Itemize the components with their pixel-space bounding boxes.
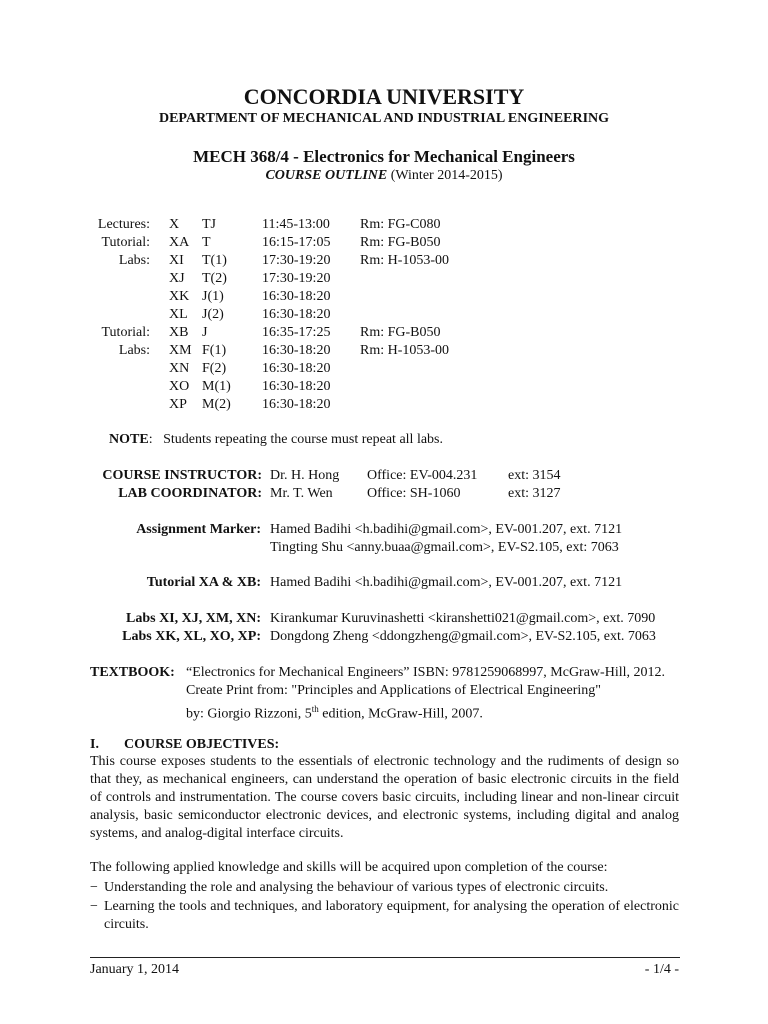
schedule-day: T(2) bbox=[202, 271, 227, 286]
coordinator-office: Office: SH-1060 bbox=[367, 486, 461, 501]
labs-ta-1: Kirankumar Kuruvinashetti <kiranshetti021@gmail.com>, ext. 7090 bbox=[270, 611, 656, 626]
assignment-marker-1: Hamed Badihi <h.badihi@gmail.com>, EV-001.207, ext. 7121 bbox=[270, 522, 623, 537]
schedule-day: T bbox=[202, 235, 211, 250]
outline-label: COURSE OUTLINE bbox=[265, 168, 388, 183]
schedule-time: 11:45-13:00 bbox=[262, 217, 330, 232]
schedule-day: TJ bbox=[202, 217, 216, 232]
outline-term: (Winter 2014-2015) bbox=[387, 168, 503, 183]
assignment-marker-label: Assignment Marker: bbox=[136, 522, 261, 537]
footer-date: January 1, 2014 bbox=[90, 962, 180, 977]
schedule-time: 17:30-19:20 bbox=[262, 271, 331, 286]
university-title: CONCORDIA UNIVERSITY bbox=[243, 84, 525, 109]
list-item-text: Understanding the role and analysing the behaviour of various types of electronic circuits. bbox=[104, 880, 609, 895]
schedule-label: Labs: bbox=[118, 253, 150, 268]
instructor-label: COURSE INSTRUCTOR: bbox=[102, 468, 262, 483]
section-heading: COURSE OBJECTIVES: bbox=[124, 737, 280, 752]
schedule-room: Rm: H-1053-00 bbox=[360, 253, 450, 268]
tutorial-ta: Hamed Badihi <h.badihi@gmail.com>, EV-001.207, ext. 7121 bbox=[270, 575, 623, 590]
labs-ta-label-2: Labs XK, XL, XO, XP: bbox=[122, 629, 261, 644]
schedule-label: Tutorial: bbox=[101, 235, 150, 250]
schedule-time: 17:30-19:20 bbox=[262, 253, 331, 268]
coordinator-ext: ext: 3127 bbox=[508, 486, 561, 501]
schedule-room: Rm: FG-C080 bbox=[360, 217, 441, 232]
bullet-dash: − bbox=[90, 880, 98, 895]
schedule-day: F(2) bbox=[202, 361, 227, 376]
instructor-office: Office: EV-004.231 bbox=[367, 468, 478, 483]
textbook-edition-sup: th bbox=[311, 704, 319, 714]
coordinator-label: LAB COORDINATOR: bbox=[118, 486, 262, 501]
schedule-time: 16:35-17:25 bbox=[262, 325, 331, 340]
schedule-section: XB bbox=[169, 325, 189, 340]
schedule-time: 16:30-18:20 bbox=[262, 361, 331, 376]
schedule-section: XO bbox=[169, 379, 190, 394]
schedule-section: XL bbox=[169, 307, 188, 322]
bullet-dash: − bbox=[90, 899, 98, 914]
schedule-room: Rm: FG-B050 bbox=[360, 235, 441, 250]
schedule-time: 16:30-18:20 bbox=[262, 343, 331, 358]
labs-ta-2: Dongdong Zheng <ddongzheng@gmail.com>, EV-S2.105, ext. 7063 bbox=[270, 629, 656, 644]
labs-ta-label-1: Labs XI, XJ, XM, XN: bbox=[126, 611, 261, 626]
schedule-section: X bbox=[169, 217, 180, 232]
schedule-section: XP bbox=[169, 397, 187, 412]
assignment-marker-2: Tingting Shu <anny.buaa@gmail.com>, EV-S2.105, ext: 7063 bbox=[270, 540, 619, 555]
textbook-author: by: Giorgio Rizzoni, 5 bbox=[186, 706, 312, 722]
section-number: I. bbox=[90, 737, 99, 752]
note-text: Students repeating the course must repeat all labs. bbox=[163, 432, 443, 447]
schedule-time: 16:30-18:20 bbox=[262, 307, 331, 322]
list-item-text: Learning the tools and techniques, and laboratory equipment, for analysing the operation of electronic circuits. bbox=[104, 899, 679, 932]
schedule-time: 16:30-18:20 bbox=[262, 379, 331, 394]
skills-intro: The following applied knowledge and skills will be acquired upon completion of the course: bbox=[90, 860, 608, 875]
schedule-label: Tutorial: bbox=[101, 325, 150, 340]
schedule-room: Rm: H-1053-00 bbox=[360, 343, 450, 358]
textbook-line-1: “Electronics for Mechanical Engineers” ISBN: 9781259068997, McGraw-Hill, 2012. bbox=[186, 665, 665, 680]
footer-page-number: - 1/4 - bbox=[644, 962, 679, 977]
schedule-label: Lectures: bbox=[97, 217, 150, 232]
textbook-line-2: Create Print from: "Principles and Applications of Electrical Engineering" bbox=[186, 683, 601, 698]
schedule-day: J(1) bbox=[202, 289, 224, 304]
schedule-section: XJ bbox=[169, 271, 185, 286]
textbook-line-3 bbox=[186, 700, 483, 724]
schedule-day: J bbox=[202, 325, 208, 340]
schedule-room: Rm: FG-B050 bbox=[360, 325, 441, 340]
course-outline-subtitle bbox=[0, 167, 768, 185]
department-title: DEPARTMENT OF MECHANICAL AND INDUSTRIAL ENGINEERING bbox=[158, 111, 610, 126]
schedule-section: XN bbox=[169, 361, 190, 376]
schedule-time: 16:30-18:20 bbox=[262, 397, 331, 412]
tutorial-ta-label: Tutorial XA & XB: bbox=[146, 575, 261, 590]
note-label: NOTE bbox=[109, 432, 149, 447]
course-title: MECH 368/4 - Electronics for Mechanical Engineers bbox=[193, 147, 575, 166]
list-item bbox=[90, 898, 679, 934]
schedule-day: M(2) bbox=[202, 397, 231, 412]
note-line: NOTE: Students repeating the course must repeat all labs. bbox=[109, 432, 443, 447]
schedule-time: 16:30-18:20 bbox=[262, 289, 331, 304]
schedule-section: XK bbox=[169, 289, 190, 304]
instructor-ext: ext: 3154 bbox=[508, 468, 561, 483]
instructor-name: Dr. H. Hong bbox=[270, 468, 340, 483]
list-item bbox=[90, 879, 679, 897]
schedule-day: T(1) bbox=[202, 253, 227, 268]
schedule-label: Labs: bbox=[118, 343, 150, 358]
coordinator-name: Mr. T. Wen bbox=[270, 486, 333, 501]
schedule-day: J(2) bbox=[202, 307, 224, 322]
schedule-section: XM bbox=[169, 343, 192, 358]
schedule-time: 16:15-17:05 bbox=[262, 235, 331, 250]
schedule-day: M(1) bbox=[202, 379, 231, 394]
schedule-section: XI bbox=[169, 253, 184, 268]
schedule-day: F(1) bbox=[202, 343, 227, 358]
objectives-paragraph: This course exposes students to the essentials of electronic technology and the rudiments of design so that they, as mechanical engineers, can understand the operation of basic electronic circuits in the field of controls and instrumentation. The course covers basic circuits, including linear and non-linear circuit analysis, basic semiconductor electronic devices, and electronic systems, including digital and analog systems, and analog-digital interface circuits. bbox=[90, 754, 679, 841]
textbook-label: TEXTBOOK: bbox=[90, 665, 175, 680]
schedule-section: XA bbox=[169, 235, 190, 250]
footer-divider bbox=[90, 957, 680, 958]
textbook-publisher: edition, McGraw-Hill, 2007. bbox=[318, 706, 483, 722]
